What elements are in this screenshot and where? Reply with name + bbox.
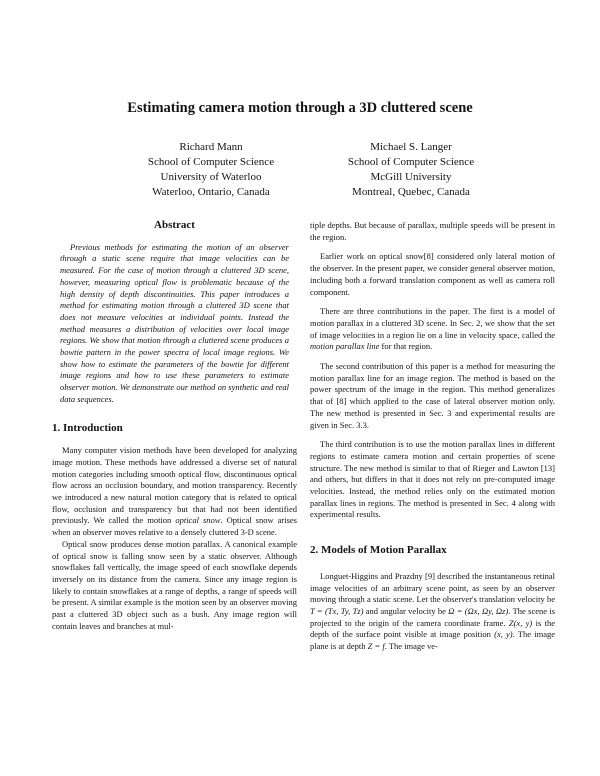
- author-location: Montreal, Quebec, Canada: [352, 186, 470, 198]
- author-location: Waterloo, Ontario, Canada: [152, 186, 270, 198]
- math-translation: T = (Tx, Ty, Tz): [310, 605, 364, 616]
- abstract-heading: Abstract: [154, 219, 195, 231]
- author-university: McGill University: [370, 171, 452, 183]
- models-text: is the depth of the surface point visible at image position: [310, 617, 556, 640]
- models-text: and angular velocity be: [365, 605, 446, 616]
- intro-p1-text: Many computer vision methods have been developed for analyzing image motion. These methods have addressed a diverse set of natural motion categories including smooth optical flow, discontinuous optical flow across an occlusion boundary, and motion transparency. Recently we introduced a new natural motion category that is related to optical flow, occlusion and transparency but that had not been identified previously. We called the motion: [52, 445, 297, 526]
- intro-paragraph-2: Optical snow produces dense motion parallax. A canonical example of optical snow is falling snow seen by a static observer. Although snowflakes fall vertically, the image speed of each snowflake depends inversely on its distance from the camera. Since any image region is likely to contain snowflakes at a range of depths, a range of speeds will be present. A similar example is the motion seen by an observer moving past a cluttered 3D object such as a bush. Any image region will contain leaves and branches at mul-: [52, 538, 297, 631]
- author-block-langer: [291, 140, 531, 200]
- author-name: Richard Mann: [179, 141, 243, 153]
- intro-p1-term: optical snow: [175, 515, 221, 526]
- abstract-text: Previous methods for estimating the motion of an observer through a static scene require that image velocities can be measured. For the case of motion through a cluttered 3D scene, however, measuring optical flow is problematic because of the high density of depth discontinuities. This paper introduces a method for estimating motion through a cluttered 3D scene that does not measure velocities at individual points. Instead the method measures a distribution of velocities over local image regions. We show that motion through a cluttered scene produces a bowtie pattern in the power spectra of local image regions. We show how to estimate the parameters of the bowtie for different image regions and how to use these parameters to estimate observer motion. We demonstrate our method on synthetic and real data sequences.: [60, 241, 289, 404]
- paper-title: Estimating camera motion through a 3D cluttered scene: [127, 100, 473, 116]
- author-department: School of Computer Science: [347, 156, 475, 168]
- contrib-text-end: for that region.: [381, 341, 433, 352]
- math-position: (x, y): [494, 629, 513, 640]
- intro-paragraph-1: [52, 445, 297, 539]
- models-text: . The image ve-: [384, 641, 438, 652]
- author-name: Michael S. Langer: [370, 141, 452, 153]
- intro-paragraph-3: Earlier work on optical snow[8] considered only lateral motion of the observer. In the present paper, we consider general observer motion, including both a forward translation component as well as camera roll component.: [310, 251, 555, 297]
- intro-paragraph-continued: tiple depths. But because of parallax, multiple speeds will be present in the region.: [310, 220, 555, 242]
- left-column: [52, 220, 297, 633]
- author-university: University of Waterloo: [160, 171, 262, 183]
- math-image-plane: Z = f: [367, 641, 385, 652]
- math-angular: Ω = (Ωx, Ωy, Ωz): [448, 605, 509, 616]
- models-text: . The scene is projected to the origin of the camera coordinate frame.: [310, 605, 556, 628]
- models-paragraph-1: [310, 571, 555, 653]
- author-department: School of Computer Science: [147, 156, 275, 168]
- contrib-text: There are three contributions in the paper. The first is a model of motion parallax in a cluttered 3D scene. In Sec. 2, we show that the set of image velocities in a region lie on a line in velocity space, called the: [310, 306, 555, 340]
- contrib-term: motion parallax line: [310, 341, 380, 352]
- intro-paragraph-6: The third contribution is to use the motion parallax lines in different regions to estimate camera motion and certain properties of scene structure. The new method is similar to that of Rieger and Lawton [13] and others, but differs in that it does not rely on pre-computed image velocities. Instead, the method relies only on the estimated motion parallax lines in regions. The method is presented in Sec. 4 along with experimental results.: [310, 439, 555, 520]
- models-text: Longuet-Higgins and Prazdny [9] described the instantaneous retinal image velocities of an arbitrary scene point, as seen by an observer moving through a static scene. Let the observer's translation velocity be: [310, 570, 555, 605]
- right-column: [310, 220, 555, 653]
- intro-p1-end: . Optical snow arises when an observer moves relative to a densely cluttered 3-D scene.: [52, 515, 297, 538]
- section-heading-models: 2. Models of Motion Parallax: [310, 544, 447, 557]
- intro-paragraph-5: The second contribution of this paper is a method for measuring the motion parallax line for an image region. The method is based on the power spectrum of the image in the region. This method generalizes that of [8] which applied to the case of lateral observer motion only. The new method is presented in Sec. 3 and experimental results are given in Sec. 3.3.: [310, 361, 555, 430]
- intro-paragraph-4: [310, 306, 555, 353]
- math-depth: Z(x, y): [508, 617, 533, 628]
- models-text: . The image plane is at depth: [310, 629, 555, 652]
- section-heading-introduction: 1. Introduction: [52, 421, 123, 434]
